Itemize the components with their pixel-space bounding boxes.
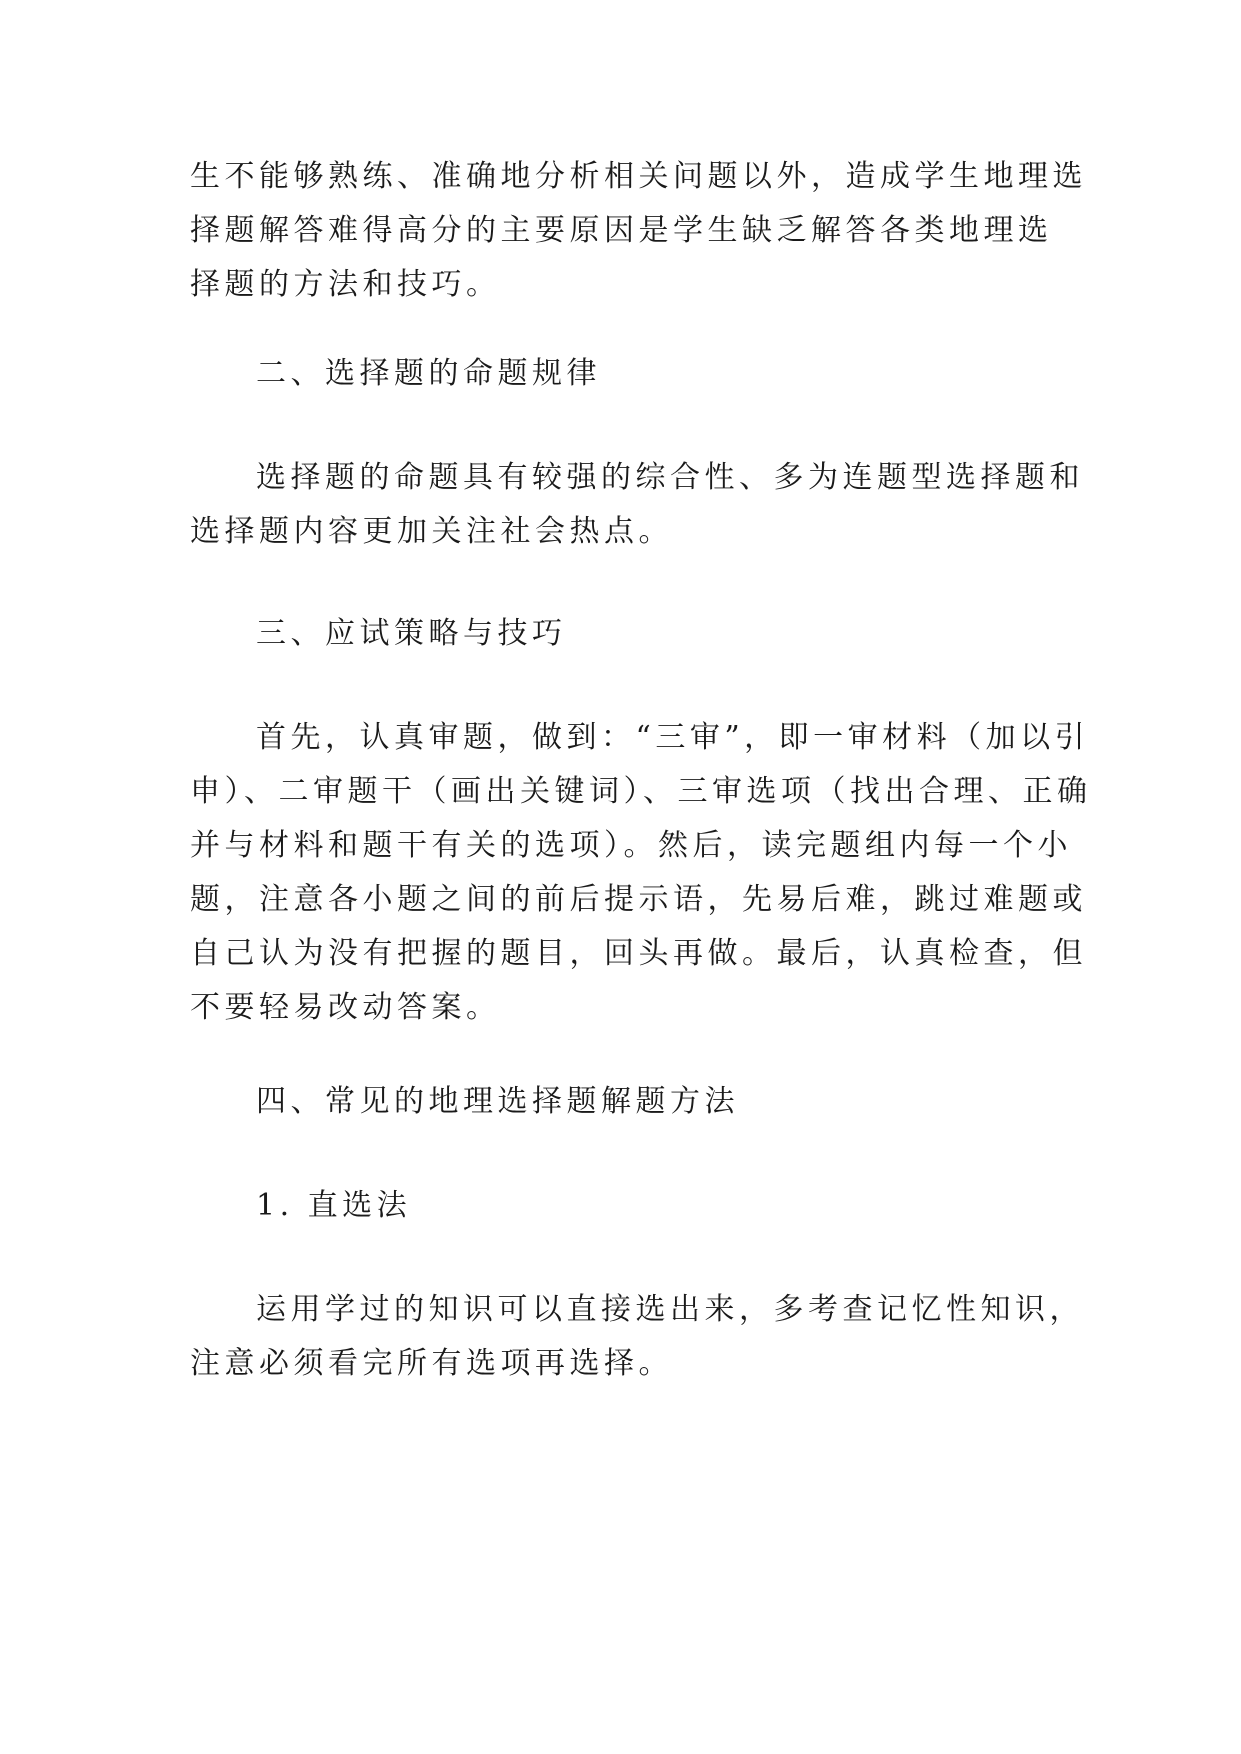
heading-text: 三、应试策略与技巧 [256,616,567,651]
paragraph-proposition-rules [190,451,1084,559]
text-line: 选择题内容更加关注社会热点。 [190,514,673,549]
section-heading-3 [190,607,1126,661]
heading-text: 四、常见的地理选择题解题方法 [256,1084,739,1119]
text-line: 不要轻易改动答案。 [190,990,501,1025]
text-line: 选择题的命题具有较强的综合性、多为连题型选择题和 [256,460,1084,495]
text-line: 运用学过的知识可以直接选出来，多考查记忆性知识， [256,1292,1084,1327]
section-heading-2 [190,347,1126,401]
heading-text: 1. 直选法 [256,1188,412,1223]
text-line: 自己认为没有把握的题目，回头再做。最后，认真检查，但 [190,936,1087,971]
text-line: 择题解答难得高分的主要原因是学生缺乏解答各类地理选 [190,213,1053,248]
text-line: 题，注意各小题之间的前后提示语，先易后难，跳过难题或 [190,882,1087,917]
text-line: 首先，认真审题，做到：“三审”，即一审材料（加以引 [256,720,1090,755]
paragraph-intro-continuation [190,150,1087,312]
text-line: 申）、二审题干（画出关键词）、三审选项（找出合理、正确 [190,774,1092,809]
subsection-heading-direct-selection [190,1179,1126,1233]
heading-text: 二、选择题的命题规律 [256,356,601,391]
paragraph-direct-selection [190,1283,1084,1391]
text-line: 生不能够熟练、准确地分析相关问题以外，造成学生地理选 [190,159,1087,194]
text-line: 注意必须看完所有选项再选择。 [190,1346,673,1381]
paragraph-exam-strategy [190,711,1092,1035]
text-line: 并与材料和题干有关的选项）。然后，读完题组内每一个小 [190,828,1072,863]
text-line: 择题的方法和技巧。 [190,267,501,302]
section-heading-4 [190,1075,1126,1129]
